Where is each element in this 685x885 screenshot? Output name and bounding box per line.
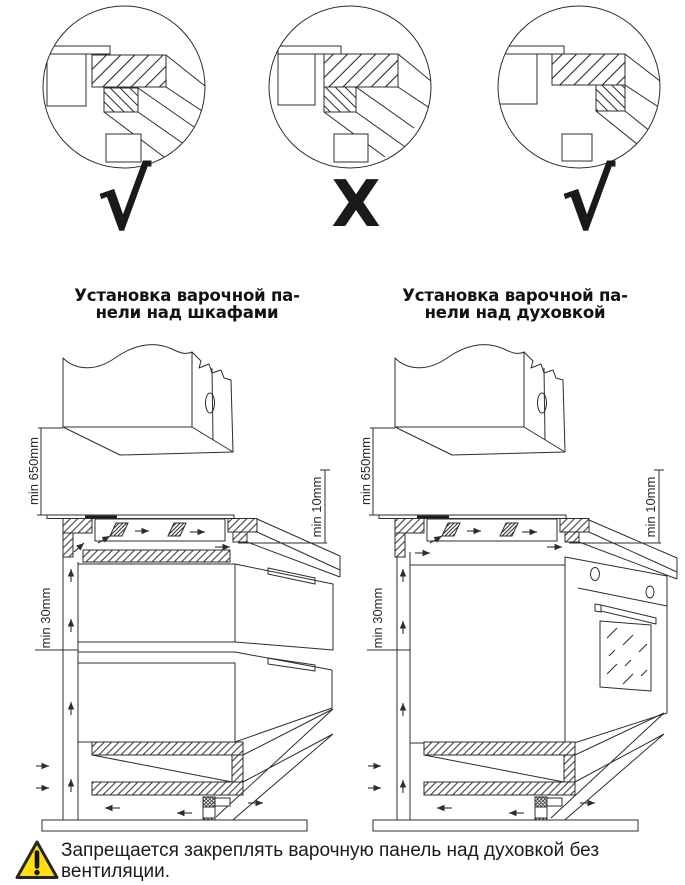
correct-mark-right: √ (560, 154, 616, 249)
detail-circle-seal-flush-left (269, 6, 431, 168)
hob-front-trim (85, 516, 117, 519)
cabinet-door-handle (538, 393, 547, 413)
mounting-detail-figures (0, 0, 685, 175)
warning-triangle-icon (15, 839, 59, 881)
oven-door-glass (600, 621, 651, 691)
warning-text-line: Запрещается закреплять варочную панель над духовкой без (61, 840, 600, 861)
oven-front-panel (565, 557, 667, 746)
warning-text-line: вентиляции. (61, 860, 171, 882)
cabinet-door-handle (206, 393, 215, 413)
dim-label-650mm: min 650mm (26, 437, 41, 505)
warning-note (61, 841, 681, 882)
hob-vent (500, 523, 518, 536)
airflow-arrows (36, 531, 263, 813)
title-line: Установка варочной па- (74, 286, 300, 305)
oven-knob (646, 586, 654, 598)
section-title-above-cabinets (8, 288, 366, 321)
adjustable-foot (203, 797, 215, 807)
dim-mid-gap (35, 588, 78, 650)
wrong-mark-middle: X (331, 168, 381, 242)
built-in-oven-unit (397, 552, 667, 820)
detail-circle-seal-gap (43, 6, 205, 168)
hob-above-oven-drawing (345, 340, 685, 840)
dim-label-10mm: min 10mm (309, 476, 324, 538)
section-title-above-oven (350, 288, 680, 321)
dim-top-clearance (358, 428, 395, 515)
title-line: нели над духовкой (424, 302, 606, 322)
dim-label-30mm: min 30mm (38, 587, 53, 649)
floor (42, 820, 307, 831)
airflow-arrows (368, 531, 595, 813)
dim-label-10mm: min 10mm (643, 476, 658, 538)
dim-top-clearance (26, 428, 63, 515)
base-cabinet-with-drawers (63, 550, 333, 820)
upper-wall-cabinet (63, 345, 233, 455)
hob-above-cabinets-drawing (10, 340, 350, 840)
title-line: нели над шкафами (95, 302, 279, 322)
hob-vent (168, 523, 186, 536)
correct-mark-left: √ (96, 154, 152, 249)
dim-mid-gap (367, 588, 410, 650)
hob-front-trim (417, 516, 449, 519)
dim-label-650mm: min 650mm (358, 437, 373, 505)
floor (373, 820, 638, 831)
oven-knob (591, 568, 600, 581)
detail-circle-seal-flush-right (498, 6, 660, 168)
worktop-hob-section (47, 515, 340, 577)
dim-label-30mm: min 30mm (370, 587, 385, 649)
adjustable-foot (535, 797, 547, 807)
drawer-front (78, 663, 235, 742)
upper-wall-cabinet (395, 345, 565, 455)
oven-cavity (410, 565, 565, 743)
title-line: Установка варочной па- (402, 286, 628, 305)
drawer-handle (268, 658, 315, 671)
hob-vent (442, 523, 460, 536)
hob-vent (110, 523, 128, 536)
drawer-front (78, 564, 235, 642)
